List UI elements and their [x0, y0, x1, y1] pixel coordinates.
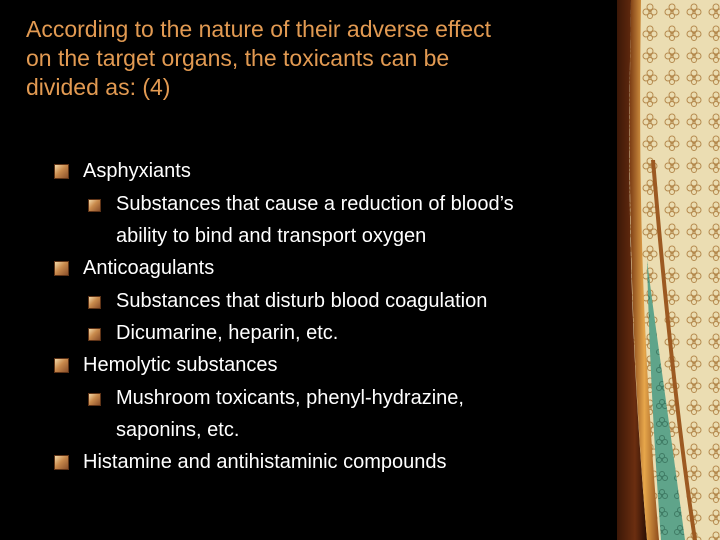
- bullet-item-level2: [0, 382, 620, 446]
- bullet-text: Asphyxiants: [83, 160, 191, 182]
- bullet-text: Substances that disturb blood coagulation: [116, 290, 488, 312]
- bullet-text: Histamine and antihistaminic compounds: [83, 451, 447, 473]
- bullet-item-level1: [0, 252, 620, 285]
- bronze-square-bullet-icon: [54, 261, 69, 276]
- bullet-item-level2: [0, 317, 620, 349]
- bronze-square-bullet-icon: [88, 393, 101, 406]
- bronze-square-bullet-icon: [88, 199, 101, 212]
- bronze-square-bullet-icon: [54, 358, 69, 373]
- bullet-item-level1: [0, 349, 620, 382]
- bronze-square-bullet-icon: [88, 328, 101, 341]
- bullet-item-level1: [0, 446, 620, 479]
- floral-drape-decoration: [617, 0, 720, 540]
- bullet-text: Hemolytic substances: [83, 354, 278, 376]
- slide-title: According to the nature of their adverse effect on the target organs, the toxicants can be divided as: (4): [26, 16, 491, 100]
- bullet-text: Mushroom toxicants, phenyl-hydrazine, saponins, etc.: [116, 387, 464, 441]
- bullet-text: Dicumarine, heparin, etc.: [116, 322, 339, 344]
- bullet-list: [0, 155, 620, 479]
- bronze-square-bullet-icon: [54, 164, 69, 179]
- bullet-item-level2: [0, 285, 620, 317]
- bullet-text: Substances that cause a reduction of blood’s ability to bind and transport oxygen: [116, 193, 514, 247]
- bronze-square-bullet-icon: [54, 455, 69, 470]
- bronze-square-bullet-icon: [88, 296, 101, 309]
- bullet-item-level1: [0, 155, 620, 188]
- bullet-item-level2: [0, 188, 620, 252]
- bullet-text: Anticoagulants: [83, 257, 215, 279]
